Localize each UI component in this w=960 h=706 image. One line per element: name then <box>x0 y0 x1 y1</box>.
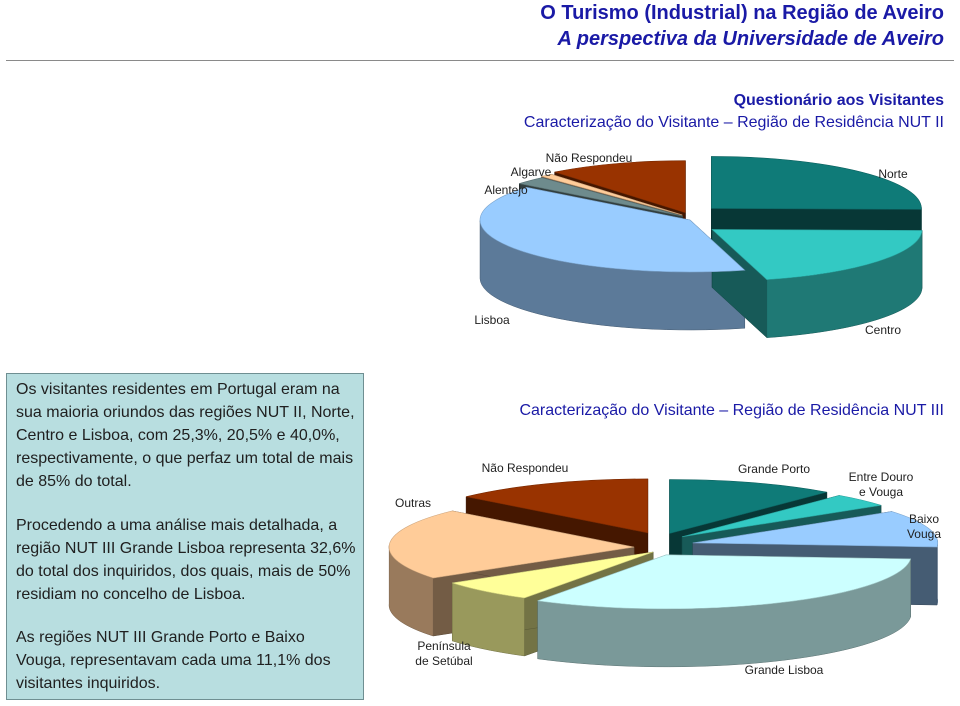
label-grande-lisboa: Grande Lisboa <box>744 663 824 677</box>
label-nao-respondeu: Não Respondeu <box>481 461 569 475</box>
label-algarve: Algarve <box>510 165 552 179</box>
summary-paragraph-2: Procedendo a uma análise mais detalhada, a região NUT III Grande Lisboa representa 32,6% do total dos inquiridos, dos quais, mais de 50% residiam no concelho de Lisboa. <box>16 517 356 603</box>
section-subtitle: Caracterização do Visitante – Região de Residência NUT II <box>523 114 944 131</box>
page-subtitle: A perspectiva da Universidade de Aveiro <box>557 28 944 50</box>
section-title: Questionário aos Visitantes <box>733 92 944 109</box>
label-peninsula-de-setubal: Península de Setúbal <box>415 639 473 668</box>
label-norte: Norte <box>878 167 908 181</box>
summary-textbox <box>6 373 364 700</box>
label-entre-douro-e-vouga: Entre Douro e Vouga <box>848 470 914 499</box>
slice-rim-baixo-vouga <box>937 540 938 605</box>
label-lisboa: Lisboa <box>474 313 510 327</box>
label-nao-respondeu: Não Respondeu <box>545 151 633 165</box>
chart2-title: Caracterização do Visitante – Região de Residência NUT III <box>519 402 944 419</box>
label-centro: Centro <box>864 323 902 337</box>
label-alentejo: Alentejo <box>484 183 528 197</box>
page-title: O Turismo (Industrial) na Região de Aveiro <box>540 2 944 24</box>
summary-paragraph-1: Os visitantes residentes em Portugal eram na sua maioria oriundos das regiões NUT II, Norte, Centro e Lisboa, com 25,3%, 20,5% e 40,0%, respectivamente, o que perfaz um total de mais de 85% do total. <box>16 381 355 490</box>
label-outras: Outras <box>394 496 432 510</box>
summary-paragraph-3: As regiões NUT III Grande Porto e Baixo Vouga, representavam cada uma 11,1% dos visitantes inquiridos. <box>16 629 331 692</box>
label-baixo-vouga: Baixo Vouga <box>906 512 942 541</box>
label-grande-porto: Grande Porto <box>737 462 811 476</box>
